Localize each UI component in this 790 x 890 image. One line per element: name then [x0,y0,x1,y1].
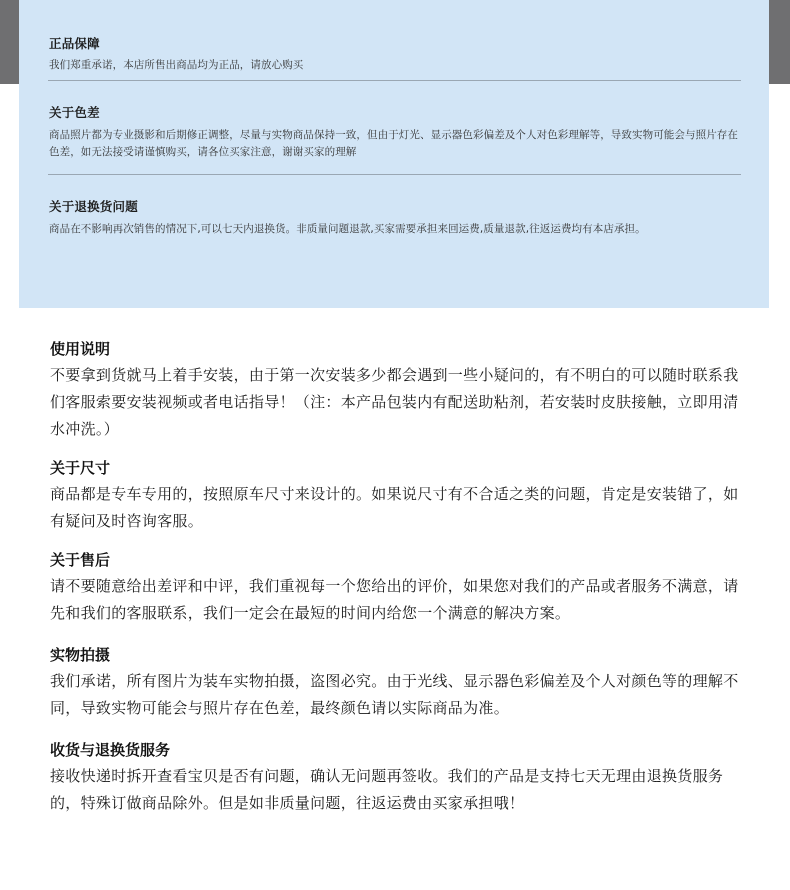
section-delivery-returns [50,739,750,817]
section-title: 使用说明 [50,340,111,358]
panel-section-title: 关于退换货问题 [49,199,138,214]
section-text: 商品都是专车专用的，按照原车尺寸来设计的。如果说尺寸有不合适之类的问题，肯定是安装错了，如有疑问及时咨询客服。 [50,485,739,530]
section-real-photos [50,644,750,722]
section-title: 关于售后 [50,551,111,569]
panel-section-returns [49,197,739,238]
section-text: 请不要随意给出差评和中评，我们重视每一个您给出的评价，如果您对我们的产品或者服务不满意，请先和我们的客服联系，我们一定会在最短的时间内给您一个满意的解决方案。 [50,577,739,622]
section-title: 关于尺寸 [50,459,111,477]
grey-band-right [769,0,790,84]
panel-divider [48,174,741,175]
section-text: 我们承诺，所有图片为装车实物拍摄，盗图必究。由于光线、显示器色彩偏差及个人对颜色等的理解不同，导致实物可能会与照片存在色差，最终颜色请以实际商品为准。 [50,672,739,717]
section-after-sales [50,549,750,627]
panel-section-title: 正品保障 [49,36,100,51]
panel-divider [48,80,741,81]
panel-section-title: 关于色差 [49,105,100,120]
panel-section-text: 我们郑重承诺，本店所售出商品均为正品，请放心购买 [49,59,304,71]
section-text: 接收快递时拆开查看宝贝是否有问题，确认无问题再签收。我们的产品是支持七天无理由退换货服务的，特殊订做商品除外。但是如非质量问题，往返运费由买家承担哦！ [50,767,724,812]
section-size [50,457,750,535]
guarantee-panel [19,0,769,308]
section-text: 不要拿到货就马上着手安装，由于第一次安装多少都会遇到一些小疑问的，有不明白的可以随时联系我们客服索要安装视频或者电话指导！（注：本产品包装内有配送助粘剂，若安装时皮肤接触，立即用清水冲洗。） [50,366,739,438]
section-title: 收货与退换货服务 [50,741,171,759]
panel-section-text: 商品在不影响再次销售的情况下,可以七天内退换货。非质量问题退款,买家需要承担来回运费,质量退款,往返运费均有本店承担。 [49,223,646,235]
section-usage [50,338,750,443]
panel-section-genuine [49,34,739,74]
section-title: 实物拍摄 [50,646,111,664]
grey-band-left [0,0,19,84]
panel-section-text: 商品照片都为专业摄影和后期修正调整，尽量与实物商品保持一致，但由于灯光、显示器色彩偏差及个人对色彩理解等，导致实物可能会与照片存在色差，如无法接受请谨慎购买，请各位买家注意，谢谢买家的理解 [49,129,738,158]
panel-section-color-diff [49,103,739,161]
